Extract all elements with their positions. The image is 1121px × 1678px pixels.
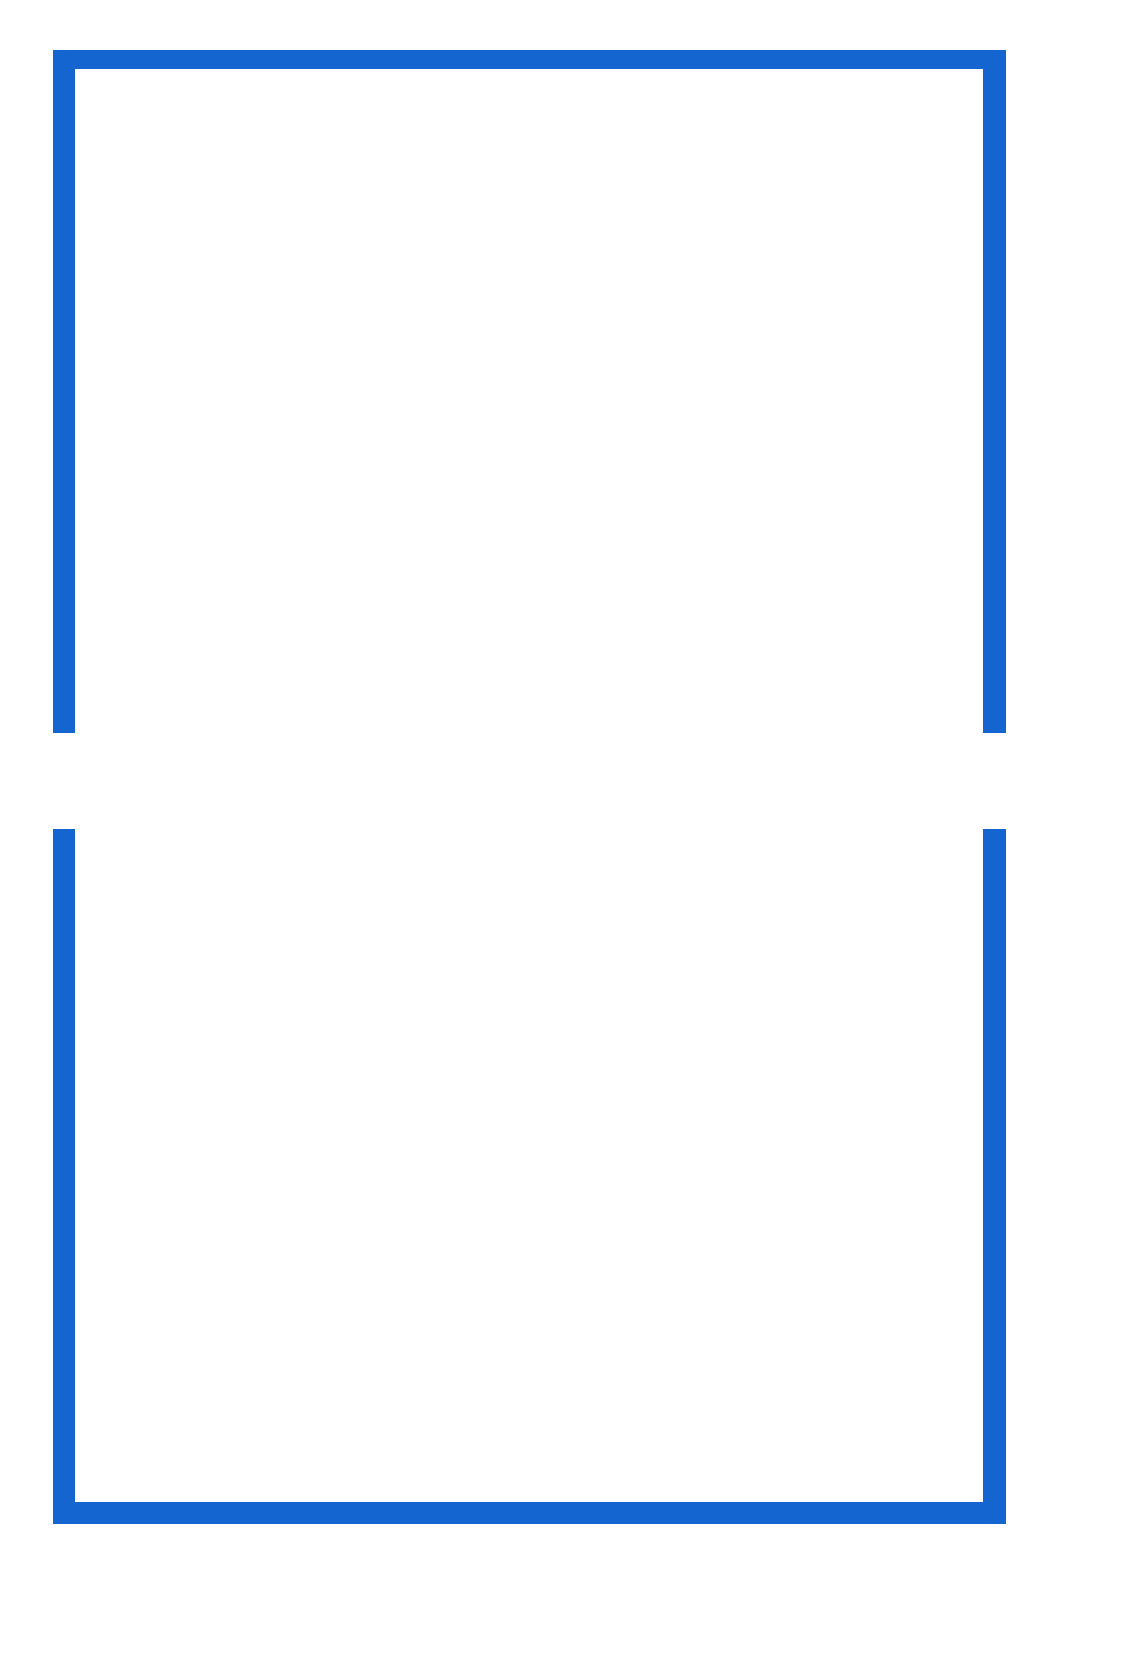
bottom-page (75, 829, 983, 1502)
top-page (75, 69, 983, 733)
